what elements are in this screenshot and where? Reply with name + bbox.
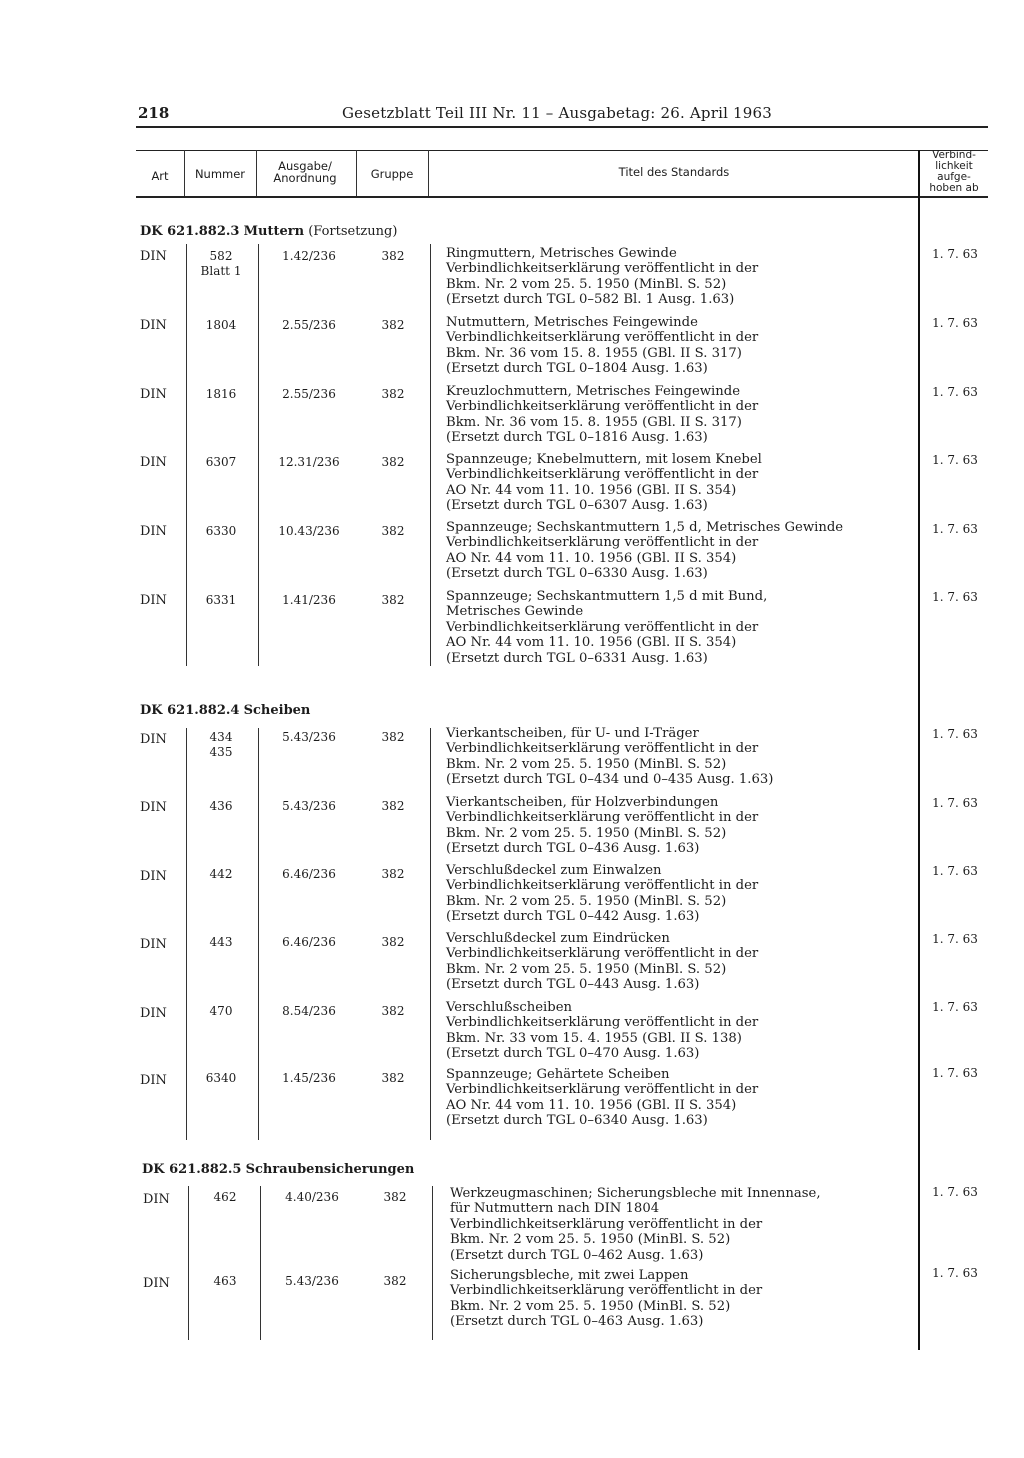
aufgehoben-cell: 1. 7. 63 xyxy=(932,1185,978,1199)
col-head-verbindlichkeit-line: lichkeit xyxy=(935,160,973,172)
nummer-line: 463 xyxy=(213,1274,237,1288)
titel-line: (Ersetzt durch TGL 0–443 Ausg. 1.63) xyxy=(446,977,700,993)
titel-cell xyxy=(446,1000,916,1062)
titel-line: (Ersetzt durch TGL 0–6340 Ausg. 1.63) xyxy=(446,1113,708,1129)
gruppe-cell: 382 xyxy=(381,318,405,332)
titel-line: Verbindlichkeitserklärung veröffentlicht in der xyxy=(446,741,759,757)
titel-cell xyxy=(446,795,916,857)
table-head-rule xyxy=(136,196,988,198)
titel-cell xyxy=(446,589,916,666)
titel-line: Verschlußdeckel zum Eindrücken xyxy=(446,931,670,946)
section-heading xyxy=(140,703,310,718)
titel-line: Bkm. Nr. 2 vom 25. 5. 1950 (MinBl. S. 52) xyxy=(446,893,727,909)
titel-line: Verbindlichkeitserklärung veröffentlicht in der xyxy=(446,946,759,962)
col-sep xyxy=(432,1186,433,1340)
titel-line: Bkm. Nr. 2 vom 25. 5. 1950 (MinBl. S. 52) xyxy=(450,1298,731,1314)
col-sep xyxy=(428,150,429,196)
aufgehoben-cell: 1. 7. 63 xyxy=(932,796,978,810)
titel-line: Verbindlichkeitserklärung veröffentlicht in der xyxy=(446,1082,759,1098)
ausgabe-cell: 1.42/236 xyxy=(282,249,336,263)
section-heading xyxy=(140,224,397,239)
nummer-cell xyxy=(194,1274,256,1289)
col-sep xyxy=(186,244,187,666)
titel-cell xyxy=(446,931,916,993)
section-suffix: (Fortsetzung) xyxy=(308,224,398,239)
titel-line: Spannzeuge; Sechskantmuttern 1,5 d, Metrisches Gewinde xyxy=(446,520,844,535)
titel-line: Spannzeuge; Knebelmuttern, mit losem Knebel xyxy=(446,452,762,467)
gruppe-cell: 382 xyxy=(381,799,405,813)
titel-line: Verbindlichkeitserklärung veröffentlicht in der xyxy=(450,1283,763,1299)
aufgehoben-cell: 1. 7. 63 xyxy=(932,1066,978,1080)
section-code: DK 621.882.5 xyxy=(142,1162,242,1177)
section-name: Muttern xyxy=(243,224,305,239)
titel-line: (Ersetzt durch TGL 0–434 und 0–435 Ausg. 1.63) xyxy=(446,772,774,788)
titel-line: (Ersetzt durch TGL 0–462 Ausg. 1.63) xyxy=(450,1247,704,1263)
titel-line: Verbindlichkeitserklärung veröffentlicht in der xyxy=(446,535,759,551)
art-cell: DIN xyxy=(140,455,167,470)
titel-cell xyxy=(446,1067,916,1129)
page-number: 218 xyxy=(138,104,170,122)
aufgehoben-cell: 1. 7. 63 xyxy=(932,1000,978,1014)
nummer-line: 436 xyxy=(209,799,233,813)
aufgehoben-cell: 1. 7. 63 xyxy=(932,1266,978,1280)
nummer-cell xyxy=(190,455,252,470)
nummer-cell xyxy=(190,593,252,608)
titel-line: Verbindlichkeitserklärung veröffentlicht in der xyxy=(446,619,759,635)
titel-line: Verbindlichkeitserklärung veröffentlicht in der xyxy=(446,810,759,826)
nummer-line: 462 xyxy=(213,1190,237,1204)
nummer-cell xyxy=(190,387,252,402)
titel-line: AO Nr. 44 vom 11. 10. 1956 (GBl. II S. 354) xyxy=(446,1097,737,1113)
gruppe-cell: 382 xyxy=(381,1071,405,1085)
col-sep xyxy=(184,150,185,196)
ausgabe-cell: 5.43/236 xyxy=(285,1274,339,1288)
gruppe-cell: 382 xyxy=(381,455,405,469)
section-code: DK 621.882.3 xyxy=(140,224,240,239)
nummer-cell xyxy=(190,249,252,279)
titel-line: Spannzeuge; Sechskantmuttern 1,5 d mit Bund, xyxy=(446,589,768,604)
nummer-line: 442 xyxy=(209,867,233,881)
aufgehoben-cell: 1. 7. 63 xyxy=(932,453,978,467)
titel-line: Bkm. Nr. 2 vom 25. 5. 1950 (MinBl. S. 52) xyxy=(450,1232,731,1248)
nummer-line: 6307 xyxy=(205,455,237,469)
titel-cell xyxy=(446,452,916,514)
col-head-verbindlichkeit-line: hoben ab xyxy=(929,182,979,194)
titel-cell xyxy=(446,384,916,446)
ausgabe-cell: 5.43/236 xyxy=(282,730,336,744)
ausgabe-cell: 4.40/236 xyxy=(285,1190,339,1204)
titel-line: Bkm. Nr. 2 vom 25. 5. 1950 (MinBl. S. 52) xyxy=(446,756,727,772)
col-head-verbindlichkeit xyxy=(920,150,988,194)
titel-cell xyxy=(446,863,916,925)
titel-line: Verbindlichkeitserklärung veröffentlicht in der xyxy=(446,261,759,277)
col-sep xyxy=(430,728,431,1140)
gruppe-cell: 382 xyxy=(383,1190,407,1204)
titel-line: (Ersetzt durch TGL 0–1804 Ausg. 1.63) xyxy=(446,361,708,377)
section-name: Scheiben xyxy=(243,703,311,718)
gruppe-cell: 382 xyxy=(381,935,405,949)
col-head-ausgabe-line: Ausgabe/ xyxy=(278,159,332,173)
nummer-cell xyxy=(190,867,252,882)
ausgabe-cell: 1.45/236 xyxy=(282,1071,336,1085)
aufgehoben-cell: 1. 7. 63 xyxy=(932,932,978,946)
titel-line: Verschlußdeckel zum Einwalzen xyxy=(446,863,662,878)
art-cell: DIN xyxy=(140,937,167,952)
titel-cell xyxy=(446,520,916,582)
titel-cell xyxy=(450,1268,920,1330)
titel-line: Ringmuttern, Metrisches Gewinde xyxy=(446,246,677,261)
art-cell: DIN xyxy=(143,1192,170,1207)
titel-line: Vierkantscheiben, für Holzverbindungen xyxy=(446,795,719,810)
titel-line: Metrisches Gewinde xyxy=(446,604,584,620)
nummer-line: 470 xyxy=(209,1004,233,1018)
titel-line: Verbindlichkeitserklärung veröffentlicht in der xyxy=(446,330,759,346)
nummer-line: 6340 xyxy=(205,1071,237,1085)
art-cell: DIN xyxy=(140,249,167,264)
nummer-cell xyxy=(190,730,252,760)
titel-line: für Nutmuttern nach DIN 1804 xyxy=(450,1201,660,1217)
aufgehoben-cell: 1. 7. 63 xyxy=(932,522,978,536)
nummer-line: Blatt 1 xyxy=(200,264,242,278)
ausgabe-cell: 6.46/236 xyxy=(282,935,336,949)
titel-line: Verschlußscheiben xyxy=(446,1000,572,1015)
col-sep xyxy=(258,244,259,666)
titel-line: Bkm. Nr. 2 vom 25. 5. 1950 (MinBl. S. 52) xyxy=(446,961,727,977)
gruppe-cell: 382 xyxy=(381,1004,405,1018)
titel-line: Spannzeuge; Gehärtete Scheiben xyxy=(446,1067,670,1082)
col-head-ausgabe-line: Anordnung xyxy=(273,171,337,185)
nummer-cell xyxy=(194,1190,256,1205)
titel-line: (Ersetzt durch TGL 0–463 Ausg. 1.63) xyxy=(450,1314,704,1330)
table-top-rule xyxy=(136,150,988,151)
nummer-line: 435 xyxy=(209,745,233,759)
nummer-line: 6330 xyxy=(205,524,237,538)
gruppe-cell: 382 xyxy=(381,524,405,538)
aufgehoben-cell: 1. 7. 63 xyxy=(932,385,978,399)
col-sep xyxy=(356,150,357,196)
gruppe-cell: 382 xyxy=(381,867,405,881)
gruppe-cell: 382 xyxy=(381,593,405,607)
gruppe-cell: 382 xyxy=(381,387,405,401)
ausgabe-cell: 2.55/236 xyxy=(282,387,336,401)
titel-line: Bkm. Nr. 36 vom 15. 8. 1955 (GBl. II S. 317) xyxy=(446,414,742,430)
col-sep-date xyxy=(918,150,920,1350)
nummer-line: 443 xyxy=(209,935,233,949)
titel-line: (Ersetzt durch TGL 0–436 Ausg. 1.63) xyxy=(446,841,700,857)
nummer-cell xyxy=(190,524,252,539)
ausgabe-cell: 12.31/236 xyxy=(278,455,340,469)
aufgehoben-cell: 1. 7. 63 xyxy=(932,247,978,261)
titel-line: Kreuzlochmuttern, Metrisches Feingewinde xyxy=(446,384,740,399)
nummer-cell xyxy=(190,1071,252,1086)
col-head-ausgabe xyxy=(258,160,352,184)
titel-line: Werkzeugmaschinen; Sicherungsbleche mit Innennase, xyxy=(450,1186,821,1201)
ausgabe-cell: 6.46/236 xyxy=(282,867,336,881)
col-head-verbindlichkeit-line: Verbind- xyxy=(932,149,976,161)
aufgehoben-cell: 1. 7. 63 xyxy=(932,316,978,330)
section-code: DK 621.882.4 xyxy=(140,703,240,718)
titel-line: AO Nr. 44 vom 11. 10. 1956 (GBl. II S. 354) xyxy=(446,550,737,566)
col-sep xyxy=(430,244,431,666)
col-head-nummer: Nummer xyxy=(194,167,246,181)
art-cell: DIN xyxy=(140,732,167,747)
titel-line: Verbindlichkeitserklärung veröffentlicht in der xyxy=(446,878,759,894)
ausgabe-cell: 8.54/236 xyxy=(282,1004,336,1018)
titel-line: Verbindlichkeitserklärung veröffentlicht in der xyxy=(450,1216,763,1232)
ausgabe-cell: 2.55/236 xyxy=(282,318,336,332)
art-cell: DIN xyxy=(143,1276,170,1291)
titel-cell xyxy=(446,726,916,788)
aufgehoben-cell: 1. 7. 63 xyxy=(932,727,978,741)
col-sep xyxy=(186,728,187,1140)
section-name: Schraubensicherungen xyxy=(245,1162,415,1177)
titel-line: AO Nr. 44 vom 11. 10. 1956 (GBl. II S. 354) xyxy=(446,482,737,498)
col-head-titel: Titel des Standards xyxy=(618,165,730,179)
ausgabe-cell: 5.43/236 xyxy=(282,799,336,813)
running-title: Gesetzblatt Teil III Nr. 11 – Ausgabetag: 26. April 1963 xyxy=(342,104,773,122)
titel-line: AO Nr. 44 vom 11. 10. 1956 (GBl. II S. 354) xyxy=(446,635,737,651)
nummer-line: 1816 xyxy=(205,387,237,401)
art-cell: DIN xyxy=(140,387,167,402)
art-cell: DIN xyxy=(140,318,167,333)
gruppe-cell: 382 xyxy=(381,249,405,263)
nummer-line: 6331 xyxy=(205,593,237,607)
titel-line: (Ersetzt durch TGL 0–6307 Ausg. 1.63) xyxy=(446,498,708,514)
col-head-verbindlichkeit-line: aufge- xyxy=(937,171,971,183)
titel-cell xyxy=(446,315,916,377)
titel-cell xyxy=(450,1186,920,1263)
ausgabe-cell: 10.43/236 xyxy=(278,524,340,538)
titel-line: (Ersetzt durch TGL 0–1816 Ausg. 1.63) xyxy=(446,430,708,446)
gruppe-cell: 382 xyxy=(383,1274,407,1288)
titel-line: Bkm. Nr. 2 vom 25. 5. 1950 (MinBl. S. 52) xyxy=(446,276,727,292)
col-sep xyxy=(188,1186,189,1340)
titel-line: Nutmuttern, Metrisches Feingewinde xyxy=(446,315,698,330)
titel-line: Vierkantscheiben, für U- und I-Träger xyxy=(446,726,699,741)
gruppe-cell: 382 xyxy=(381,730,405,744)
col-sep xyxy=(256,150,257,196)
header-rule xyxy=(136,126,988,128)
titel-cell xyxy=(446,246,916,308)
nummer-line: 1804 xyxy=(205,318,237,332)
titel-line: (Ersetzt durch TGL 0–6330 Ausg. 1.63) xyxy=(446,566,708,582)
titel-line: (Ersetzt durch TGL 0–6331 Ausg. 1.63) xyxy=(446,650,708,666)
art-cell: DIN xyxy=(140,593,167,608)
col-head-art: Art xyxy=(151,169,169,183)
titel-line: Verbindlichkeitserklärung veröffentlicht in der xyxy=(446,1015,759,1031)
nummer-line: 582 xyxy=(209,249,233,263)
art-cell: DIN xyxy=(140,1073,167,1088)
col-head-gruppe: Gruppe xyxy=(370,167,414,181)
nummer-cell xyxy=(190,318,252,333)
aufgehoben-cell: 1. 7. 63 xyxy=(932,590,978,604)
nummer-cell xyxy=(190,799,252,814)
titel-line: Verbindlichkeitserklärung veröffentlicht in der xyxy=(446,467,759,483)
titel-line: (Ersetzt durch TGL 0–470 Ausg. 1.63) xyxy=(446,1046,700,1062)
titel-line: Verbindlichkeitserklärung veröffentlicht in der xyxy=(446,399,759,415)
col-sep xyxy=(258,728,259,1140)
titel-line: Bkm. Nr. 2 vom 25. 5. 1950 (MinBl. S. 52) xyxy=(446,825,727,841)
art-cell: DIN xyxy=(140,1006,167,1021)
col-sep xyxy=(260,1186,261,1340)
art-cell: DIN xyxy=(140,869,167,884)
titel-line: (Ersetzt durch TGL 0–582 Bl. 1 Ausg. 1.63) xyxy=(446,292,735,308)
art-cell: DIN xyxy=(140,524,167,539)
titel-line: Bkm. Nr. 33 vom 15. 4. 1955 (GBl. II S. 138) xyxy=(446,1030,742,1046)
nummer-cell xyxy=(190,1004,252,1019)
art-cell: DIN xyxy=(140,800,167,815)
titel-line: Sicherungsbleche, mit zwei Lappen xyxy=(450,1268,689,1283)
titel-line: (Ersetzt durch TGL 0–442 Ausg. 1.63) xyxy=(446,909,700,925)
nummer-cell xyxy=(190,935,252,950)
nummer-line: 434 xyxy=(209,730,233,744)
titel-line: Bkm. Nr. 36 vom 15. 8. 1955 (GBl. II S. 317) xyxy=(446,345,742,361)
aufgehoben-cell: 1. 7. 63 xyxy=(932,864,978,878)
ausgabe-cell: 1.41/236 xyxy=(282,593,336,607)
section-heading xyxy=(142,1162,414,1177)
